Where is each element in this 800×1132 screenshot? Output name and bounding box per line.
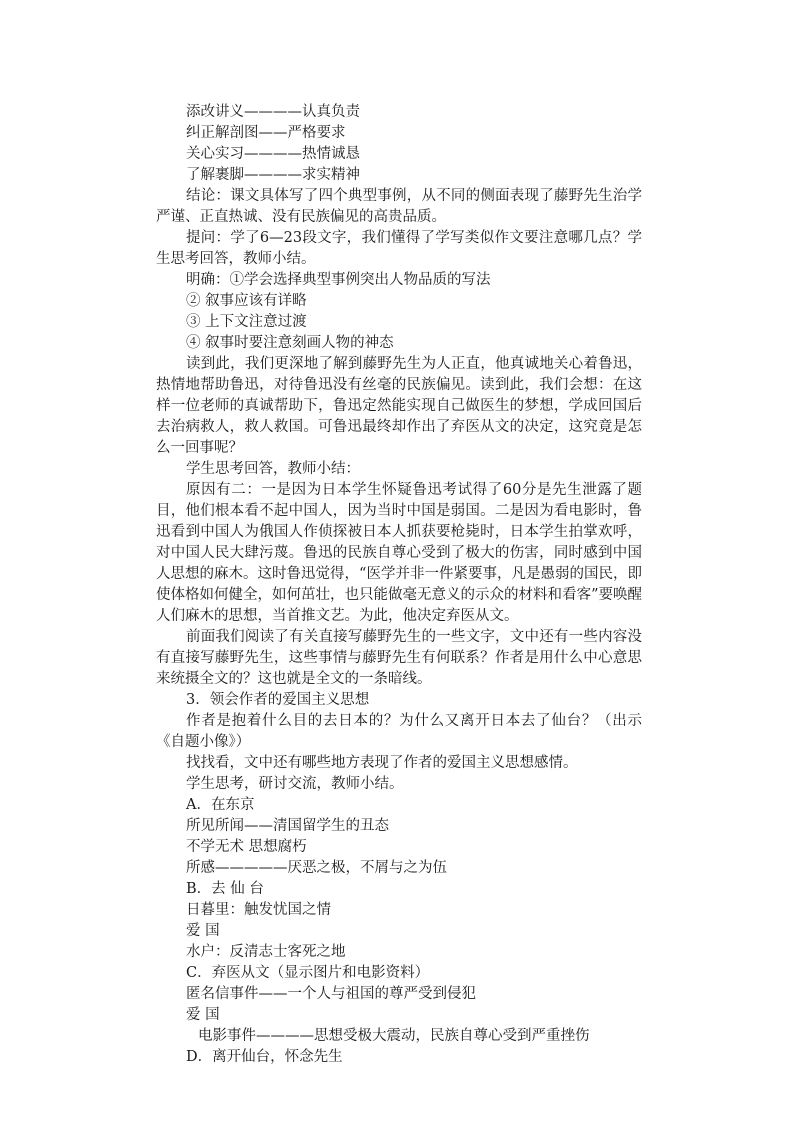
clarify-line: ③ 上下文注意过渡 [186, 314, 307, 330]
outline-line: B．去 仙 台 [186, 881, 264, 897]
clarify-line: ④ 叙事时要注意刻画人物的神态 [186, 335, 394, 351]
outline-line: 水户：反清志士客死之地 [186, 944, 346, 960]
conclusion-paragraph: 结论：课文具体写了四个典型事例，从不同的侧面表现了藤野先生治学严谨、正直热诚、没有民族偏见的高贵品质。 [156, 188, 642, 225]
text-line: 学生思考回答，教师小结： [186, 461, 360, 477]
question-paragraph: 提问：学了6—23段文字，我们懂得了学写类似作文要注意哪几点？学生思考回答，教师小结。 [156, 230, 642, 267]
outline-line: A．在东京 [186, 797, 255, 813]
document-body [156, 102, 642, 1068]
outline-line: 匿名信事件——一个人与祖国的尊严受到侵犯 [186, 986, 476, 1002]
outline-line: 电影事件————思想受极大震动，民族自尊心受到严重挫伤 [198, 1028, 590, 1044]
outline-line: 所感—————厌恶之极，不屑与之为伍 [186, 860, 447, 876]
text-line: 纠正解剖图——严格要求 [186, 125, 346, 141]
outline-line: 爱 国 [186, 923, 220, 939]
question-paragraph: 作者是抱着什么目的去日本的？为什么又离开日本去了仙台？（出示《自题小像》） [156, 713, 642, 750]
text-line: 找找看，文中还有哪些地方表现了作者的爱国主义思想感情。 [186, 755, 578, 771]
outline-line: 不学无术 思想腐朽 [186, 839, 307, 855]
text-line: 添改讲义————认真负责 [186, 104, 360, 120]
clarify-line: ② 叙事应该有详略 [186, 293, 307, 309]
text-line: 学生思考，研讨交流，教师小结。 [186, 776, 404, 792]
outline-line: C．弃医从文（显示图片和电影资料） [186, 965, 430, 981]
front-paragraph: 前面我们阅读了有关直接写藤野先生的一些文字，文中还有一些内容没有直接写藤野先生，这些事情与藤野先生有何联系？作者是用什么中心意思来统摄全文的？这也就是全文的一条暗线。 [156, 629, 642, 687]
reading-paragraph: 读到此，我们更深地了解到藤野先生为人正直，他真诚地关心着鲁迅，热情地帮助鲁迅，对待鲁迅没有丝毫的民族偏见。读到此，我们会想：在这样一位老师的真诚帮助下，鲁迅定然能实现自己做医生的梦想，学成回国后去治病救人，救人救国。可鲁迅最终却作出了弃医从文的决定，这究竟是怎么一回事呢？ [156, 356, 642, 456]
outline-line: 爱 国 [186, 1007, 220, 1023]
clarify-line: 明确：①学会选择典型事例突出人物品质的写法 [186, 272, 491, 288]
text-line: 了解裹脚————求实精神 [186, 167, 360, 183]
outline-line: 所见所闻——清国留学生的丑态 [186, 818, 389, 834]
outline-line: 日暮里：触发忧国之情 [186, 902, 331, 918]
text-line: 关心实习————热情诚恳 [186, 146, 360, 162]
outline-line: D．离开仙台，怀念先生 [186, 1049, 343, 1065]
section-heading: 3．领会作者的爱国主义思想 [186, 692, 370, 708]
reason-paragraph: 原因有二：一是因为日本学生怀疑鲁迅考试得了60分是先生泄露了题目，他们根本看不起中国人，因为当时中国是弱国。二是因为看电影时，鲁迅看到中国人为俄国人作侦探被日本人抓获要枪毙时，日本学生拍掌欢呼，对中国人民大肆污蔑。鲁迅的民族自尊心受到了极大的伤害，同时感到中国人思想的麻木。这时鲁迅觉得，“医学并非一件紧要事，凡是愚弱的国民，即使体格如何健全，如何茁壮，也只能做毫无意义的示众的材料和看客”要唤醒人们麻木的思想，当首推文艺。为此，他决定弃医从文。 [156, 482, 642, 624]
